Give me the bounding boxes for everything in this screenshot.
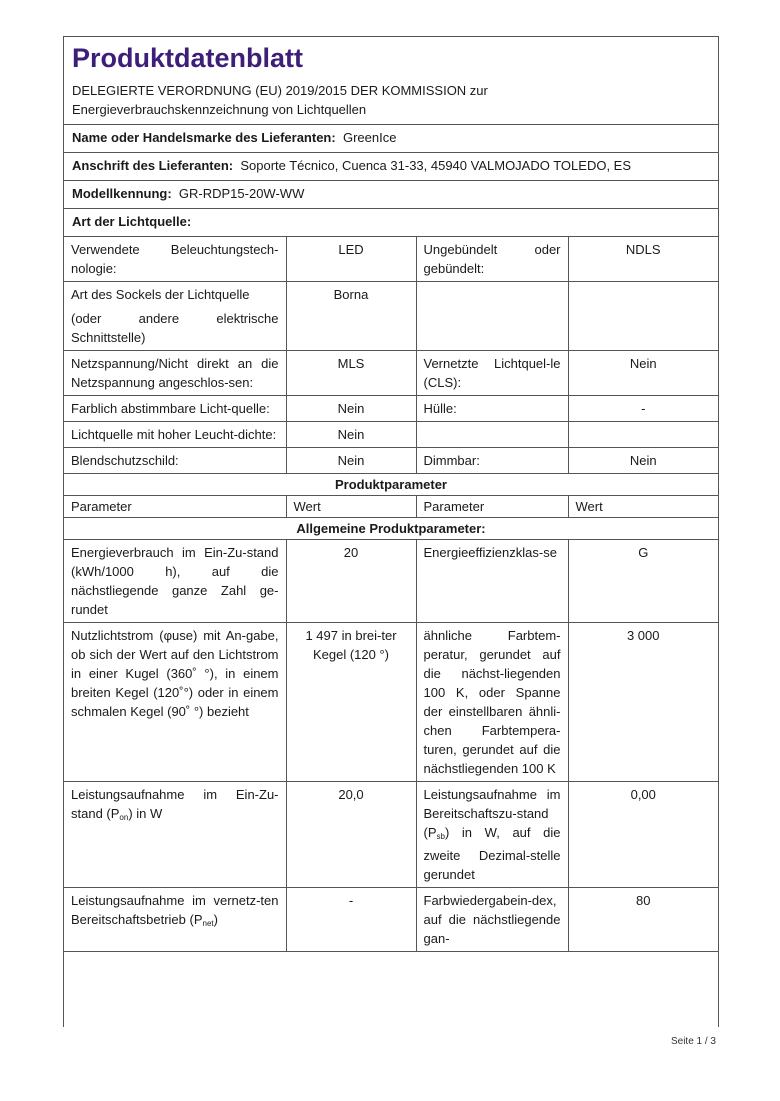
value-cell: G: [568, 540, 718, 623]
param-cell: Verwendete Beleuchtungstech-nologie:: [64, 237, 286, 282]
value-cell: Nein: [568, 351, 718, 396]
page-title: Produktdatenblatt: [72, 43, 304, 73]
param-cell: Netzspannung/Nicht direkt an die Netzspannung angeschlos-sen:: [64, 351, 286, 396]
table-row: [64, 782, 718, 888]
param-text: Leistungsaufnahme im vernetz-ten Bereitschaftsbetrieb (P: [71, 893, 279, 927]
datasheet: [63, 36, 719, 1027]
parameter-table: [64, 237, 718, 952]
param-text: Art des Sockels der Lichtquelle: [71, 287, 250, 302]
param-cell: Vernetzte Lichtquel-le (CLS):: [416, 351, 568, 396]
value-cell: [568, 282, 718, 351]
param-cell: Energieverbrauch im Ein-Zu-stand (kWh/1000 h), auf die nächstliegende ganze Zahl ge-rundet: [64, 540, 286, 623]
column-header-row: [64, 496, 718, 518]
section-title: Produktparameter: [64, 474, 718, 496]
value-cell: NDLS: [568, 237, 718, 282]
param-cell: [416, 782, 568, 888]
value-cell: 1 497 in brei-ter Kegel (120 °): [286, 623, 416, 782]
section-header-row: [64, 474, 718, 496]
param-text: (oder andere elektrische Schnittstelle): [71, 311, 279, 345]
subtitle-line-2: Energieverbrauchskennzeichnung von Lichtquellen: [72, 102, 367, 117]
param-text: Leistungsaufnahme im Ein-Zu-stand (P: [71, 787, 279, 821]
table-row: [64, 237, 718, 282]
param-cell: Nutzlichtstrom (φuse) mit An-gabe, ob sich der Wert auf den Lichtstrom in einer Kugel (360˚ °), in einem breiten Kegel (120˚°) oder in einem schmalen Kegel (90˚ °) bezieht: [64, 623, 286, 782]
param-cell: [64, 282, 286, 351]
param-subscript: sb: [436, 832, 445, 841]
param-cell: Blendschutzschild:: [64, 448, 286, 474]
value-cell: MLS: [286, 351, 416, 396]
general-section-title: Allgemeine Produktparameter:: [64, 518, 718, 540]
value-cell: -: [568, 396, 718, 422]
column-header-parameter-2: Parameter: [416, 496, 568, 518]
param-cell: Energieeffizienzklas-se: [416, 540, 568, 623]
supplier-address-label: Anschrift des Lieferanten:: [72, 158, 234, 173]
param-cell: [64, 888, 286, 952]
value-cell: Nein: [568, 448, 718, 474]
model-label: Modellkennung:: [72, 186, 172, 201]
param-cell: Dimmbar:: [416, 448, 568, 474]
param-text: ) in W: [128, 806, 163, 821]
param-cell: Lichtquelle mit hoher Leucht-dichte:: [64, 422, 286, 448]
param-text: ) in W, auf die zweite Dezimal-stelle gerundet: [423, 825, 561, 882]
param-cell: Hülle:: [416, 396, 568, 422]
value-cell: 3 000: [568, 623, 718, 782]
param-subscript: on: [119, 813, 129, 822]
regulation-subtitle: [64, 77, 718, 125]
supplier-name-value: GreenIce: [342, 130, 397, 145]
param-cell: Farblich abstimmbare Licht-quelle:: [64, 396, 286, 422]
value-cell: LED: [286, 237, 416, 282]
table-row: [64, 396, 718, 422]
column-header-parameter: Parameter: [64, 496, 286, 518]
page-number: Seite 1 / 3: [670, 1036, 716, 1047]
value-cell: Borna: [286, 282, 416, 351]
param-cell: [416, 422, 568, 448]
param-cell: Ungebündelt oder gebündelt:: [416, 237, 568, 282]
supplier-name-row: [64, 125, 718, 153]
table-row: [64, 623, 718, 782]
table-row: [64, 448, 718, 474]
param-cell: [64, 782, 286, 888]
value-cell: -: [286, 888, 416, 952]
param-text: Leistungsaufnahme im Bereitschaftszu-stand (P: [423, 787, 561, 840]
table-row: [64, 888, 718, 952]
model-row: [64, 181, 718, 209]
param-text: ): [213, 912, 218, 927]
value-cell: 20,0: [286, 782, 416, 888]
value-cell: Nein: [286, 448, 416, 474]
supplier-address-value: Soporte Técnico, Cuenca 31-33, 45940 VALMOJADO TOLEDO, ES: [240, 158, 632, 173]
param-cell: ähnliche Farbtem-peratur, gerundet auf die nächst-liegenden 100 K, oder Spanne der einstellbaren ähnli-chen Farbtempera-turen, gerundet auf die nächstliegenden 100 K: [416, 623, 568, 782]
param-cell: Farbwiedergabein-dex, auf die nächstliegende gan-: [416, 888, 568, 952]
table-row: [64, 282, 718, 351]
value-cell: Nein: [286, 396, 416, 422]
supplier-address-row: [64, 153, 718, 181]
lightsource-type-label: Art der Lichtquelle:: [72, 214, 192, 229]
value-cell: 80: [568, 888, 718, 952]
column-header-value: Wert: [286, 496, 416, 518]
column-header-value-2: Wert: [568, 496, 718, 518]
supplier-name-label: Name oder Handelsmarke des Lieferanten:: [72, 130, 336, 145]
value-cell: 20: [286, 540, 416, 623]
value-cell: [568, 422, 718, 448]
table-row: [64, 540, 718, 623]
model-value: GR-RDP15-20W-WW: [178, 186, 305, 201]
value-cell: 0,00: [568, 782, 718, 888]
table-row: [64, 422, 718, 448]
param-subscript: net: [202, 919, 214, 928]
lightsource-type-row: [64, 209, 718, 237]
section-header-row: [64, 518, 718, 540]
subtitle-line-1: DELEGIERTE VERORDNUNG (EU) 2019/2015 DER KOMMISSION zur: [72, 83, 488, 98]
param-cell: [416, 282, 568, 351]
table-row: [64, 351, 718, 396]
value-cell: Nein: [286, 422, 416, 448]
